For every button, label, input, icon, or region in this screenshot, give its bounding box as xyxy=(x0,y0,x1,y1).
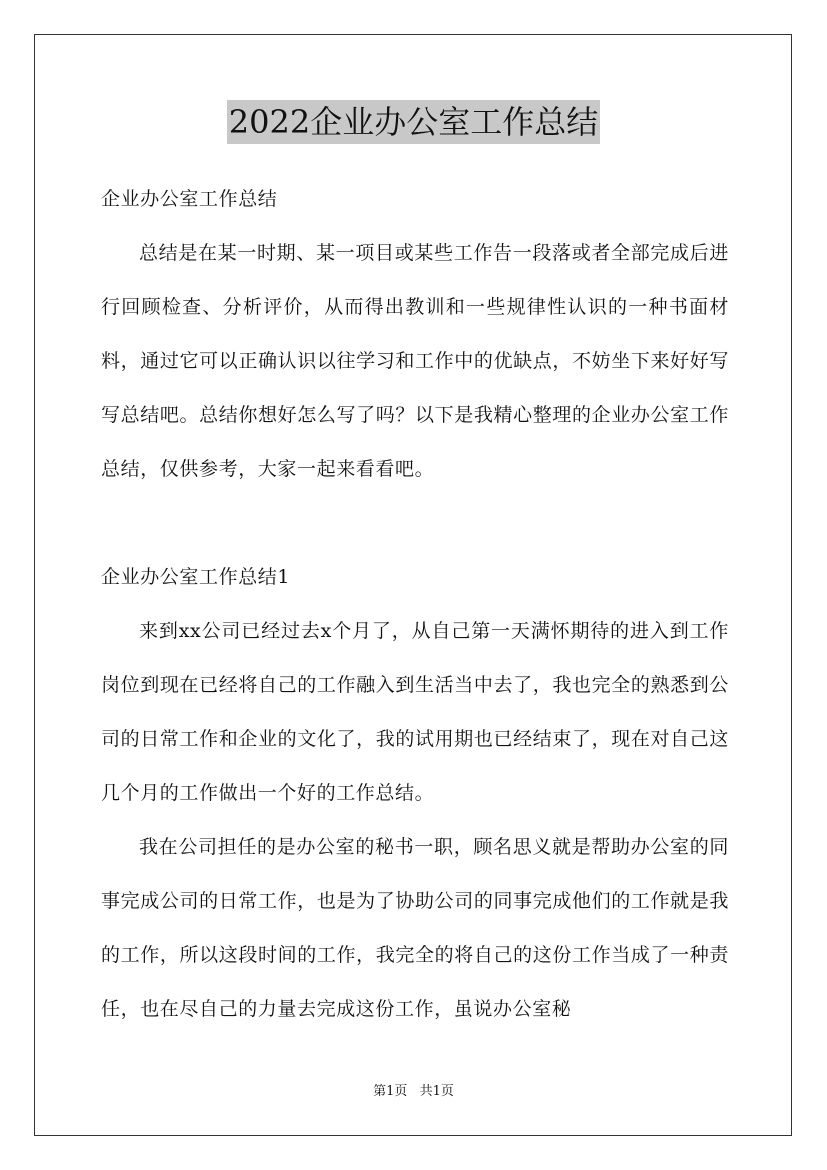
page-number-current: 第1页 xyxy=(373,1084,408,1099)
section-paragraph-1: 来到xx公司已经过去x个月了，从自己第一天满怀期待的进入到工作岗位到现在已经将自己的工作融入到生活当中去了，我也完全的熟悉到公司的日常工作和企业的文化了，我的试用期也已经结束了，现在对自己这几个月的工作做出一个好的工作总结。 xyxy=(101,620,729,804)
document-body xyxy=(101,172,729,1036)
document-title: 2022企业办公室工作总结 xyxy=(227,100,600,144)
title-container xyxy=(0,100,827,144)
page-number-total: 共1页 xyxy=(419,1084,454,1099)
section-heading: 企业办公室工作总结1 xyxy=(101,566,291,588)
page-footer xyxy=(0,1082,827,1102)
intro-heading: 企业办公室工作总结 xyxy=(101,188,278,210)
section-paragraph-2: 我在公司担任的是办公室的秘书一职，顾名思义就是帮助办公室的同事完成公司的日常工作，也是为了协助公司的同事完成他们的工作就是我的工作，所以这段时间的工作，我完全的将自己的这份工作当成了一种责任，也在尽自己的力量去完成这份工作，虽说办公室秘 xyxy=(101,836,729,1020)
intro-paragraph: 总结是在某一时期、某一项目或某些工作告一段落或者全部完成后进行回顾检查、分析评价，从而得出教训和一些规律性认识的一种书面材料，通过它可以正确认识以往学习和工作中的优缺点，不妨坐下来好好写写总结吧。总结你想好怎么写了吗？以下是我精心整理的企业办公室工作总结，仅供参考，大家一起来看看吧。 xyxy=(101,242,729,480)
